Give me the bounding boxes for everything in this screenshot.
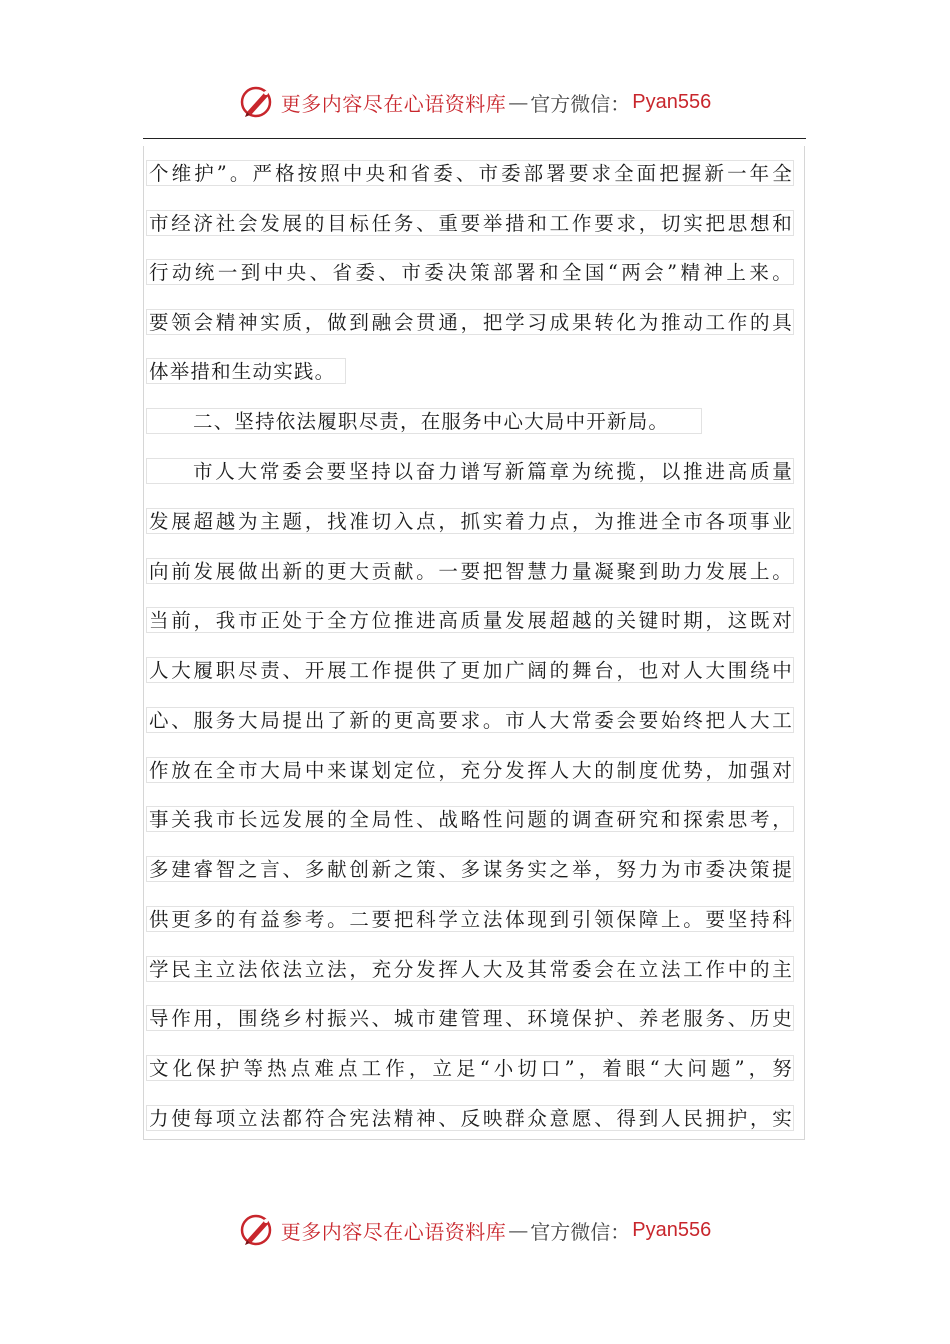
- text-line: 文化保护等热点难点工作，立足“小切口”，着眼“大问题”，努: [146, 1055, 794, 1081]
- text-line: 事关我市长远发展的全局性、战略性问题的调查研究和探索思考，: [146, 806, 794, 832]
- pen-logo-icon: [239, 84, 275, 120]
- text-frame: [143, 146, 805, 1140]
- text-line: 当前，我市正处于全方位推进高质量发展超越的关键时期，这既对: [146, 607, 794, 633]
- text-line: 个维护”。严格按照中央和省委、市委部署要求全面把握新一年全: [146, 160, 794, 186]
- header-rule: [143, 138, 806, 139]
- footer-banner: [0, 1208, 950, 1252]
- text-line: 人大履职尽责、开展工作提供了更加广阔的舞台，也对人大围绕中: [146, 657, 794, 683]
- text-line: 学民主立法依法立法，充分发挥人大及其常委会在立法工作中的主: [146, 956, 794, 982]
- text-line: 导作用，围绕乡村振兴、城市建管理、环境保护、养老服务、历史: [146, 1005, 794, 1031]
- footer-wechat-id: Pyan556: [632, 1218, 712, 1241]
- header-wechat-id: Pyan556: [632, 90, 712, 113]
- pen-logo-icon: [239, 1212, 275, 1248]
- text-line: 市经济社会发展的目标任务、重要举措和工作要求，切实把思想和: [146, 210, 794, 236]
- footer-brand: 更多内容尽在心语资料库: [280, 1219, 507, 1244]
- text-line: 多建睿智之言、多献创新之策、多谋务实之举，努力为市委决策提: [146, 856, 794, 882]
- text-line: 体举措和生动实践。: [146, 358, 346, 384]
- header-banner: [0, 80, 950, 124]
- text-line: 作放在全市大局中来谋划定位，充分发挥人大的制度优势，加强对: [146, 757, 794, 783]
- header-brand: 更多内容尽在心语资料库: [280, 91, 507, 116]
- text-line: 行动统一到中央、省委、市委决策部署和全国“两会”精神上来。: [146, 259, 794, 285]
- footer-wechat-label: 官方微信：: [530, 1219, 631, 1244]
- text-line: 要领会精神实质，做到融会贯通，把学习成果转化为推动工作的具: [146, 309, 794, 335]
- text-line: 力使每项立法都符合宪法精神、反映群众意愿、得到人民拥护，实: [146, 1105, 794, 1131]
- text-line: 向前发展做出新的更大贡献。一要把智慧力量凝聚到助力发展上。: [146, 558, 794, 584]
- header-separator: —: [508, 90, 529, 114]
- text-line: 心、服务大局提出了新的更高要求。市人大常委会要始终把人大工: [146, 707, 794, 733]
- text-line: 供更多的有益参考。二要把科学立法体现到引领保障上。要坚持科: [146, 906, 794, 932]
- text-line: 发展超越为主题，找准切入点，抓实着力点，为推进全市各项事业: [146, 508, 794, 534]
- header-wechat-label: 官方微信：: [530, 91, 631, 116]
- section-heading: 二、坚持依法履职尽责，在服务中心大局中开新局。: [146, 408, 702, 434]
- text-line: 市人大常委会要坚持以奋力谱写新篇章为统揽，以推进高质量: [146, 458, 794, 484]
- footer-separator: —: [508, 1218, 529, 1242]
